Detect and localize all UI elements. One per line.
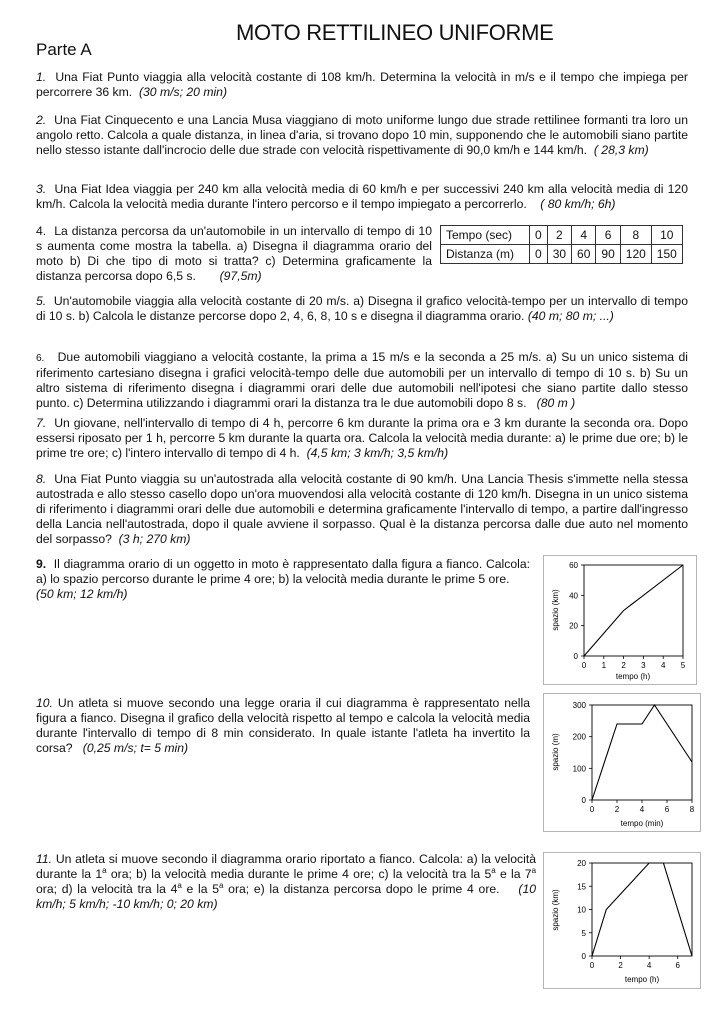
y-tick-label: 10 [577,905,586,915]
problem-number: 1. [36,70,47,84]
problem-number: 9. [36,557,47,571]
x-tick-label: 2 [618,961,623,970]
problem-text: La distanza percorsa da un'automobile in un intervallo di tempo di 10 s aumenta come mostra la tabella. a) Disegna il diagramma orario del moto b) Di che tipo di moto si tratta? c) Determina graficamente la distanza percorsa dopo 6,5 s. [36,224,432,283]
x-tick-label: 3 [641,661,646,670]
problem-6 [36,350,688,411]
table-row [441,226,683,245]
problem-number: 8. [36,472,47,486]
problem-3 [36,182,688,212]
x-tick-label: 5 [680,661,686,670]
problem-text: ora; b) la velocità media durante le prime 4 ore; c) la velocità tra la 5 [106,867,492,881]
problem-8 [36,472,688,547]
x-tick-label: 6 [664,805,670,814]
problem-text: Un atleta si muove secondo una legge oraria il cui diagramma è rappresentato nella figura a fianco. Disegna il grafico della velocità rispetto al tempo e calcola la velocità media durante l'intervallo di tempo di 8 min considerato. In quale istante l'atleta ha invertito la corsa? [36,696,530,755]
table-cell: 8 [620,226,651,245]
table-cell: 4 [572,226,596,245]
y-tick-label: 0 [581,952,586,961]
problem-answer: (3 h; 270 km) [118,532,191,546]
problem-text: e la 7 [495,867,532,881]
table-cell: 0 [530,245,548,264]
problem-5 [36,294,688,324]
y-axis-label: spazio (km) [551,589,560,631]
y-tick-label: 300 [572,701,586,710]
problem-number: 5. [36,294,47,308]
problem-number: 6. [36,353,45,364]
problem-answer: (10 km/h; 5 km/h; -10 km/h; 0; 20 km) [36,882,537,911]
ordinal-superscript: a [219,880,224,890]
x-axis-label: tempo (h) [615,672,651,681]
x-tick-label: 4 [639,805,645,814]
page-title: MOTO RETTILINEO UNIFORME [236,20,554,45]
table-cell: 90 [596,245,620,264]
table-cell: 10 [651,226,682,245]
problem-text: e la 5 [181,882,220,896]
x-tick-label: 4 [660,661,666,670]
y-axis-label: spazio (m) [551,733,560,771]
table-cell: 30 [547,245,571,264]
problem-text: ora; d) la velocità tra la 4 [36,882,178,896]
x-axis-label: tempo (h) [624,975,660,984]
y-tick-label: 0 [573,652,578,661]
problem-text: Una Fiat Cinquecento e una Lancia Musa viaggiano di moto uniforme lungo due strade rettilinee formanti tra loro un angolo retto. Calcola a quale distanza, in linea d'aria, si trovano dopo 10 min, supponendo che le automobili siano partite nello stesso istante dall'incrocio delle due strade con velocità rispettivamente di 90,0 km/h e 144 km/h. [36,113,688,157]
chart-1-frame [543,555,697,685]
series-line [584,565,683,656]
problem-number: 3. [36,182,47,196]
problem-text: Il diagramma orario di un oggetto in moto è rappresentato dalla figura a fianco. Calcola: a) lo spazio percorso durante le prime 4 ore; b) la velocità media durante le prime 5 ore. [36,557,531,586]
problem-number: 7. [36,416,47,430]
problem-text: Una Fiat Punto viaggia alla velocità costante di 108 km/h. Determina la velocità in m/s e il tempo che impiega per percorrere 36 km. [36,70,688,99]
x-tick-label: 0 [581,661,587,670]
table-row [441,245,683,264]
y-tick-label: 200 [572,732,586,742]
problem-answer: (97,5m) [219,269,262,283]
x-tick-label: 4 [646,961,652,970]
problem-text: Una Fiat Punto viaggia su un'autostrada alla velocità costante di 90 km/h. Una Lancia Thesis s'immette nella stessa autostrada e allo stesso casello dopo un'ora muovendosi alla velocità costante di 120 km/h. Disegna in un unico sistema di riferimento i diagrammi orari delle due automobili e determina graficamente l'intervallo di tempo, a partire dall'ingresso della Lancia nell'autostrada, dopo il quale avviene il sorpasso. Qual è la distanza percorsa dalle due auto nel momento del sorpasso? [36,472,688,546]
ordinal-superscript: a [102,865,107,875]
plot-frame [592,705,692,800]
chart-2 [544,694,700,831]
problem-7 [36,416,688,461]
problem-answer: (4,5 km; 3 km/h; 3,5 km/h) [306,446,449,460]
y-tick-label: 100 [572,764,586,774]
x-tick-label: 0 [589,805,595,814]
problem-answer: (50 km; 12 km/h) [36,587,128,601]
table-header-cell: Distanza (m) [441,245,530,264]
problem-text: Un giovane, nell'intervallo di tempo di 4 h, percorre 6 km durante la prima ora e 3 km durante la seconda ora. Dopo essersi riposato per 1 h, percorre 5 km durante la quarta ora. Calcola la velocità media durante: a) le prime due ore; b) le prime tre ore; c) l'intero intervallo di tempo di 4 h. [36,416,688,460]
problem-9 [36,557,530,602]
plot-frame [584,565,683,656]
distance-table [440,225,683,264]
chart-3 [544,853,700,988]
problem-text: Un'automobile viaggia alla velocità costante di 20 m/s. a) Disegna il grafico velocità-tempo per un intervallo di tempo di 10 s. b) Calcola le distanze percorse dopo 2, 4, 6, 8, 10 s e disegna il diagramma orario. [36,294,688,323]
problem-answer: ( 80 km/h; 6h) [540,197,616,211]
chart-1 [544,556,696,684]
problem-1 [36,70,688,100]
table-cell: 0 [530,226,548,245]
problem-text: ora; e) la distanza percorsa dopo le prime 4 ore. [223,882,500,896]
problem-number: 10. [36,696,53,710]
table-cell: 120 [620,245,651,264]
chart-3-frame [543,852,701,989]
problem-2 [36,113,688,158]
y-tick-label: 40 [569,591,578,601]
x-tick-label: 2 [621,661,626,670]
chart-2-frame [543,693,701,832]
ordinal-superscript: a [177,880,182,890]
series-line [592,705,692,800]
y-tick-label: 20 [569,621,578,631]
table-cell: 60 [572,245,596,264]
x-tick-label: 1 [601,661,607,670]
y-tick-label: 20 [577,859,586,868]
section-heading: Parte A [36,40,92,59]
problem-answer: (0,25 m/s; t= 5 min) [82,741,189,755]
problem-text: Un atleta si muove secondo il diagramma orario riportato a fianco. Calcola: a) la velocità durante la 1 [36,852,536,881]
problem-answer: ( 28,3 km) [593,143,649,157]
table-cell: 6 [596,226,620,245]
table-cell: 2 [547,226,571,245]
x-tick-label: 6 [675,961,680,970]
problem-text: Una Fiat Idea viaggia per 240 km alla velocità media di 60 km/h e per successivi 240 km alla velocità media di 120 km/h. Calcola la velocità media durante l'intero percorso e il tempo impiegato a percorrerlo. [36,182,688,211]
problem-10 [36,696,530,756]
x-tick-label: 0 [589,961,595,970]
x-tick-label: 2 [614,805,620,814]
y-tick-label: 15 [577,882,586,892]
y-tick-label: 60 [569,561,578,570]
x-axis-label: tempo (min) [620,819,664,828]
problem-11 [36,852,536,912]
problem-answer: (40 m; 80 m; ...) [527,309,614,323]
problem-answer: (30 m/s; 20 min) [138,85,228,99]
problem-answer: (80 m ) [536,396,576,410]
table-header-cell: Tempo (sec) [441,226,530,245]
y-axis-label: spazio (km) [551,889,560,931]
ordinal-superscript: a [491,865,496,875]
problem-text: Due automobili viaggiano a velocità costante, la prima a 15 m/s e la seconda a 25 m/s. a) Su un unico sistema di riferimento cartesiano disegna i grafici velocità-tempo delle due automobili per un intervallo di tempo di 10 s. b) Su un altro sistema di riferimento disegna i diagrammi orari delle due automobili nell'ipotesi che siano partite dallo stesso punto. c) Determina utilizzando i diagrammi orari la distanza tra le due automobili dopo 8 s. [36,350,688,410]
y-tick-label: 0 [581,796,586,805]
series-line [592,863,692,956]
problem-number: 4. [36,224,47,238]
table-cell: 150 [651,245,682,264]
problem-number: 2. [36,113,47,127]
problem-4 [36,224,432,284]
y-tick-label: 5 [581,928,586,938]
problem-number: 11. [36,852,53,866]
x-tick-label: 8 [689,805,695,814]
ordinal-superscript: a [531,865,537,875]
